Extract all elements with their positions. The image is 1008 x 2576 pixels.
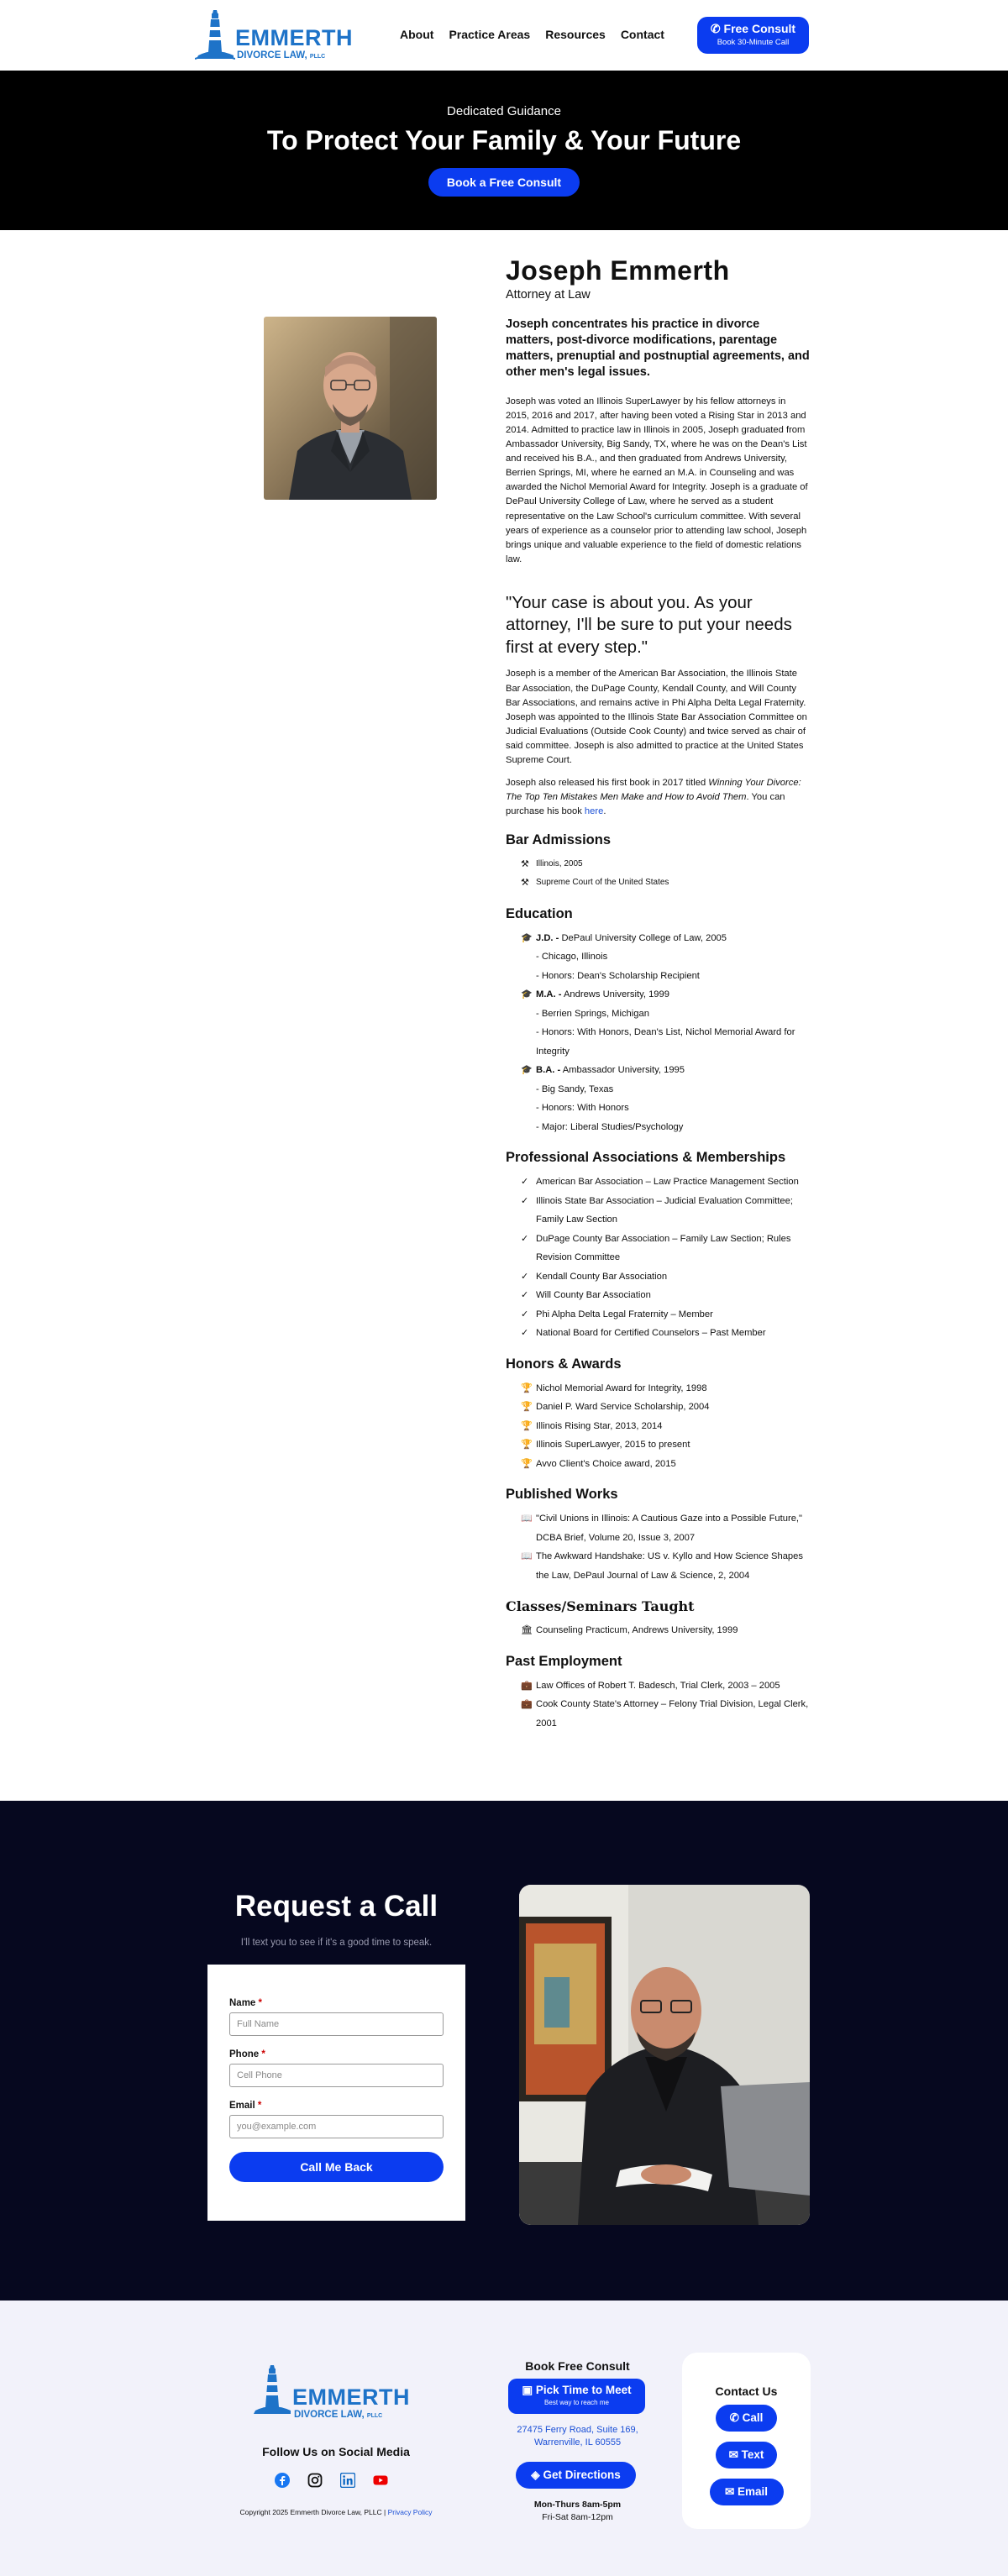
education-detail: - Chicago, Illinois xyxy=(536,952,608,963)
trophy-icon: 🏆 xyxy=(521,1440,533,1451)
main-nav xyxy=(400,28,664,41)
logo-name: EMMERTH xyxy=(235,24,353,50)
list-item: 🏆 Illinois Rising Star, 2013, 2014 xyxy=(521,1417,810,1436)
list-item: 🎓 B.A. - Ambassador University, 1995 xyxy=(521,1061,810,1080)
honors-list xyxy=(506,1379,810,1474)
list-item: ✓ American Bar Association – Law Practice Management Section xyxy=(521,1173,810,1192)
name-input[interactable]: Full Name xyxy=(229,2012,444,2036)
email-button[interactable]: ✉ Email xyxy=(710,2479,784,2505)
list-item: 🏛 Counseling Practicum, Andrews University, 1999 xyxy=(521,1621,810,1640)
briefcase-icon: 💼 xyxy=(521,1699,533,1710)
phone-label: Phone * xyxy=(229,2049,265,2059)
list-item: ⚒ Illinois, 2005 xyxy=(521,855,810,874)
trophy-icon: 🏆 xyxy=(521,1458,533,1469)
free-consult-button[interactable] xyxy=(697,17,809,54)
bio-content xyxy=(506,255,810,1733)
contact-card xyxy=(682,2353,811,2529)
text-button[interactable]: ✉ Text xyxy=(716,2442,777,2468)
list-item: 🎓 M.A. - Andrews University, 1999 xyxy=(521,985,810,1005)
facebook-icon[interactable] xyxy=(275,2473,290,2488)
education-list xyxy=(506,929,810,948)
list-item: 🎓 J.D. - DePaul University College of Law, 2005 xyxy=(521,929,810,948)
list-item: 🏆 Daniel P. Ward Service Scholarship, 2004 xyxy=(521,1398,810,1417)
request-subtitle: I'll text you to see if it's a good time to speak. xyxy=(240,1938,433,1948)
call-button[interactable]: ✆ Call xyxy=(716,2405,777,2432)
purchase-book-link[interactable]: here xyxy=(584,805,604,816)
list-item: ✓ Will County Bar Association xyxy=(521,1286,810,1305)
gavel-icon: ⚒ xyxy=(521,878,529,889)
email-label: Email * xyxy=(229,2101,262,2111)
associations-heading: Professional Associations & Memberships xyxy=(506,1150,786,1166)
attorney-quote: "Your case is about you. As your attorney, I'll be sure to put your needs first at every step." xyxy=(506,592,792,657)
pick-time-sublabel: Best way to reach me xyxy=(544,2399,609,2406)
envelope-icon: ✉ xyxy=(724,2485,735,2498)
education-detail: - Honors: With Honors, Dean's List, Nichol Memorial Award for xyxy=(536,1027,795,1038)
education-heading: Education xyxy=(506,905,573,921)
copyright: Copyright 2025 Emmerth Divorce Law, PLLC | Privacy Policy xyxy=(239,2508,433,2516)
attorney-office-photo xyxy=(519,1885,810,2225)
list-item: ✓ National Board for Certified Counselors – Past Member xyxy=(521,1324,810,1343)
institution-icon: 🏛 xyxy=(521,1625,533,1636)
education-detail: - Honors: With Honors xyxy=(536,1103,629,1114)
education-detail: - Major: Liberal Studies/Psychology xyxy=(536,1121,684,1132)
memberships-paragraph: Joseph is a member of the American Bar Association, the Illinois State Bar Association, the DuPage County, Kendall County, and Will County Bar Associations, and remains active in Phi Alpha Delta Legal Fraternity. Joseph was appointed to the Illinois State Bar Association Committee on Judicial Evaluations (Outside Cook County) and twice served as chair of said committee. Joseph is also admitted to practice at the United States Supreme Court. xyxy=(506,669,807,765)
associations-list xyxy=(506,1173,810,1343)
book-title: Winning Your Divorce: The Top Ten Mistakes Men Make and How to Avoid Them xyxy=(506,777,801,802)
bar-admissions-heading: Bar Admissions xyxy=(506,832,612,847)
calendar-icon: ▣ xyxy=(522,2384,533,2396)
directions-icon: ◈ xyxy=(531,2468,540,2481)
instagram-icon[interactable] xyxy=(307,2473,323,2488)
get-directions-button[interactable]: ◈ Get Directions xyxy=(516,2462,636,2489)
checkmark-icon: ✓ xyxy=(521,1309,529,1319)
linkedin-icon[interactable] xyxy=(340,2473,355,2488)
lighthouse-logo-icon xyxy=(252,2359,292,2420)
book-consult-heading: Book Free Consult xyxy=(525,2359,630,2373)
office-hours: Mon-Thurs 8am-5pm Fri-Sat 8am-12pm xyxy=(533,2500,622,2522)
logo-subtitle: DIVORCE LAW, PLLC xyxy=(237,50,326,60)
checkmark-icon: ✓ xyxy=(521,1177,529,1188)
social-heading: Follow Us on Social Media xyxy=(262,2445,410,2458)
trophy-icon: 🏆 xyxy=(521,1382,533,1393)
phone-input[interactable]: Cell Phone xyxy=(229,2064,444,2087)
list-item: ✓ Illinois State Bar Association – Judicial Evaluation Committee; Family Law Section xyxy=(521,1192,810,1230)
request-call-form xyxy=(207,1965,465,2221)
employment-list xyxy=(506,1676,810,1734)
site-logo[interactable] xyxy=(195,8,353,60)
checkmark-icon: ✓ xyxy=(521,1328,529,1339)
social-links xyxy=(275,2473,388,2488)
book-icon: 📖 xyxy=(521,1514,533,1524)
list-item: ⚒ Supreme Court of the United States xyxy=(521,874,810,893)
footer-logo-subtitle: DIVORCE LAW, PLLC xyxy=(294,2409,383,2420)
name-label: Name * xyxy=(229,1998,263,2008)
list-item: 💼 Law Offices of Robert T. Badesch, Trial Clerk, 2003 – 2005 xyxy=(521,1676,810,1696)
list-item: 💼 Cook County State's Attorney – Felony Trial Division, Legal Clerk, 2001 xyxy=(521,1695,810,1733)
checkmark-icon: ✓ xyxy=(521,1290,529,1301)
list-item: ✓ Phi Alpha Delta Legal Fraternity – Member xyxy=(521,1305,810,1325)
bar-admissions-list xyxy=(506,855,810,893)
book-paragraph: Joseph also released his first book in 2017 titled Winning Your Divorce: The Top Ten Mistakes Men Make and How to Avoid Them. You can purchase his book here. xyxy=(506,777,801,816)
free-consult-label: Free Consult xyxy=(723,22,796,35)
hero-banner xyxy=(0,71,1008,230)
graduation-cap-icon: 🎓 xyxy=(521,1065,533,1076)
list-item: 🏆 Nichol Memorial Award for Integrity, 1998 xyxy=(521,1379,810,1398)
nav-resources[interactable]: Resources xyxy=(545,28,606,41)
briefcase-icon: 💼 xyxy=(521,1680,533,1691)
request-call-section xyxy=(0,1801,1008,2301)
book-free-consult-button[interactable]: Book a Free Consult xyxy=(428,168,580,197)
nav-about[interactable]: About xyxy=(400,28,434,41)
checkmark-icon: ✓ xyxy=(521,1233,529,1244)
bio-section xyxy=(0,230,1008,1801)
education-detail: - Big Sandy, Texas xyxy=(536,1083,614,1094)
youtube-icon[interactable] xyxy=(373,2473,388,2488)
list-item: 🏆 Avvo Client's Choice award, 2015 xyxy=(521,1455,810,1474)
trophy-icon: 🏆 xyxy=(521,1402,533,1413)
attorney-portrait xyxy=(264,317,437,500)
employment-heading: Past Employment xyxy=(506,1653,622,1669)
chat-icon: ✉ xyxy=(728,2448,738,2461)
contact-heading: Contact Us xyxy=(715,2385,778,2398)
education-detail: - Berrien Springs, Michigan xyxy=(536,1008,649,1019)
free-consult-sublabel: Book 30-Minute Call xyxy=(717,38,790,47)
pick-time-button[interactable]: ▣ Pick Time to Meet Best way to reach me xyxy=(508,2379,645,2414)
footer-logo[interactable] xyxy=(252,2359,410,2420)
checkmark-icon: ✓ xyxy=(521,1195,529,1206)
bio-paragraph: Joseph was voted an Illinois SuperLawyer by his fellow attorneys in 2015, 2016 and 2017, after having been voted a Rising Star in 2013 and 2014. Admitted to practice law in Illinois in 2005, Joseph graduated from Ambassador University, Big Sandy, TX, where he was on the Dean's List and received his B.A., and then graduated from Andrews University, Berrien Springs, MI, where he earned an M.A. in Counseling and was awarded the Nichol Memorial Award for Integrity. Joseph is a graduate of DePaul University College of Law, where he served as a student representative on the Law School's curriculum committee. With several years of experience as a counselor prior to attending law school, Joseph brings unique and valuable experience to the field of domestic relations law. xyxy=(506,396,808,564)
site-header xyxy=(0,0,1008,71)
footer-logo-name: EMMERTH xyxy=(292,2384,410,2410)
site-footer xyxy=(0,2301,1008,2576)
request-title: Request a Call xyxy=(234,1890,438,1923)
privacy-policy-link[interactable]: Privacy Policy xyxy=(387,2508,433,2516)
published-list xyxy=(506,1509,810,1585)
graduation-cap-icon: 🎓 xyxy=(521,932,533,943)
hero-title: To Protect Your Family & Your Future xyxy=(266,125,742,155)
education-list xyxy=(506,1061,810,1080)
published-heading: Published Works xyxy=(506,1487,618,1503)
list-item: 📖 "Civil Unions in Illinois: A Cautious Gaze into a Possible Future," DCBA Brief, Volume 20, Issue 3, 2007 xyxy=(521,1509,810,1547)
education-detail: Integrity xyxy=(536,1046,570,1057)
attorney-title: Attorney at Law xyxy=(506,288,591,302)
office-address[interactable]: 27475 Ferry Road, Suite 169, Warrenville, IL 60555 xyxy=(517,2425,638,2448)
nav-practice-areas[interactable]: Practice Areas xyxy=(449,28,531,41)
list-item: 📖 The Awkward Handshake: US v. Kyllo and How Science Shapes the Law, DePaul Journal of Law & Science, 2, 2004 xyxy=(521,1547,810,1585)
gavel-icon: ⚒ xyxy=(521,858,529,869)
list-item: 🏆 Illinois SuperLawyer, 2015 to present xyxy=(521,1435,810,1455)
graduation-cap-icon: 🎓 xyxy=(521,989,533,1000)
phone-icon: ✆ xyxy=(710,22,721,35)
nav-contact[interactable]: Contact xyxy=(620,28,664,41)
call-me-back-button[interactable]: Call Me Back xyxy=(229,2152,444,2182)
lighthouse-logo-icon xyxy=(195,8,235,60)
email-input[interactable]: you@example.com xyxy=(229,2115,444,2138)
trophy-icon: 🏆 xyxy=(521,1420,533,1431)
education-detail: - Honors: Dean's Scholarship Recipient xyxy=(536,970,700,981)
phone-icon: ✆ xyxy=(729,2411,739,2424)
bio-lead: Joseph concentrates his practice in divorce matters, post-divorce modifications, parentage matters, prenuptial and postnuptial agreements, and other men's legal issues. xyxy=(506,317,810,379)
checkmark-icon: ✓ xyxy=(521,1271,529,1282)
honors-heading: Honors & Awards xyxy=(506,1356,622,1372)
education-list xyxy=(506,985,810,1005)
list-item: ✓ Kendall County Bar Association xyxy=(521,1267,810,1287)
hero-kicker: Dedicated Guidance xyxy=(447,104,561,118)
list-item: ✓ DuPage County Bar Association – Family Law Section; Rules Revision Committee xyxy=(521,1230,810,1267)
classes-list xyxy=(506,1621,810,1640)
attorney-name: Joseph Emmerth xyxy=(506,255,730,286)
book-icon: 📖 xyxy=(521,1551,533,1562)
classes-heading: Classes/Seminars Taught xyxy=(506,1598,695,1615)
